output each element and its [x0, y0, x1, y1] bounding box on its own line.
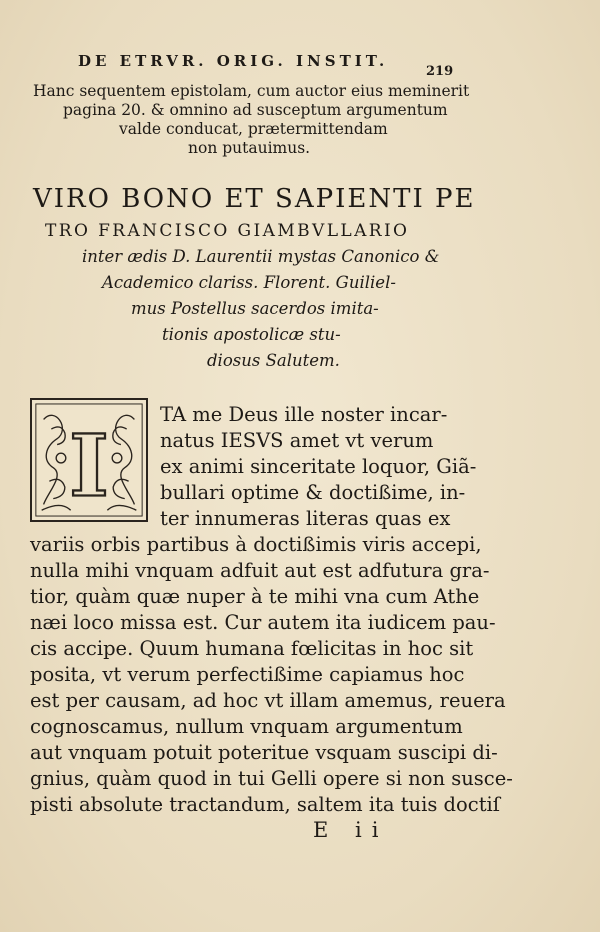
address-line: inter ædis D. Laurentii mystas Canonico & — [82, 247, 440, 266]
decorated-initial-letter — [30, 398, 148, 522]
body-line: aut vnquam potuit poteritue vsquam suscipi di- — [30, 741, 498, 764]
address-line: mus Postellus sacerdos imita- — [131, 299, 379, 318]
body-line: variis orbis partibus à doctißimis viris accepi, — [30, 533, 482, 556]
intro-line: valde conducat, prætermittendam — [119, 120, 388, 138]
body-line: ex animi sinceritate loquor, Giã- — [160, 455, 477, 478]
body-line: cognoscamus, nullum vnquam argumentum — [30, 715, 463, 738]
initial-glyph: I — [69, 416, 109, 517]
body-line: tior, quàm quæ nuper à te mihi vna cum Athe — [30, 585, 480, 608]
body-line: pisti absolute tractandum, saltem ita tuis doctiſ — [30, 793, 500, 816]
letter-heading: VIRO BONO ET SAPIENTI PE — [33, 184, 476, 214]
page-number: 219 — [426, 64, 454, 79]
body-line: cis accipe. Quum humana fœlicitas in hoc sit — [30, 637, 474, 660]
address-line: diosus Salutem. — [207, 351, 340, 370]
intro-line: pagina 20. & omnino ad susceptum argumentum — [63, 101, 448, 119]
body-line: TA me Deus ille noster incar- — [160, 403, 448, 426]
body-line: nulla mihi vnquam adfuit aut est adfutura gra- — [30, 559, 490, 582]
body-line: bullari optime & doctißime, in- — [160, 481, 466, 504]
body-line: posita, vt verum perfectißime capiamus hoc — [30, 663, 465, 686]
signature-mark: E ii — [313, 818, 389, 842]
body-line: gnius, quàm quod in tui Gelli opere si non susce- — [30, 767, 513, 790]
body-line: natus IESVS amet vt verum — [160, 429, 434, 452]
running-head: DE ETRVR. ORIG. INSTIT. — [78, 52, 389, 70]
letter-subheading: TRO FRANCISCO GIAMBVLLARIO — [45, 221, 410, 241]
address-line: tionis apostolicæ stu- — [162, 325, 341, 344]
body-line: ter innumeras literas quas ex — [160, 507, 451, 530]
body-line: est per causam, ad hoc vt illam amemus, reuera — [30, 689, 506, 712]
intro-line: non putauimus. — [188, 139, 311, 157]
address-line: Academico clariss. Florent. Guiliel- — [102, 273, 396, 292]
intro-line: Hanc sequentem epistolam, cum auctor eius meminerit — [33, 82, 470, 100]
body-line: næi loco missa est. Cur autem ita iudicem pau- — [30, 611, 496, 634]
ornament-icon — [32, 400, 146, 520]
